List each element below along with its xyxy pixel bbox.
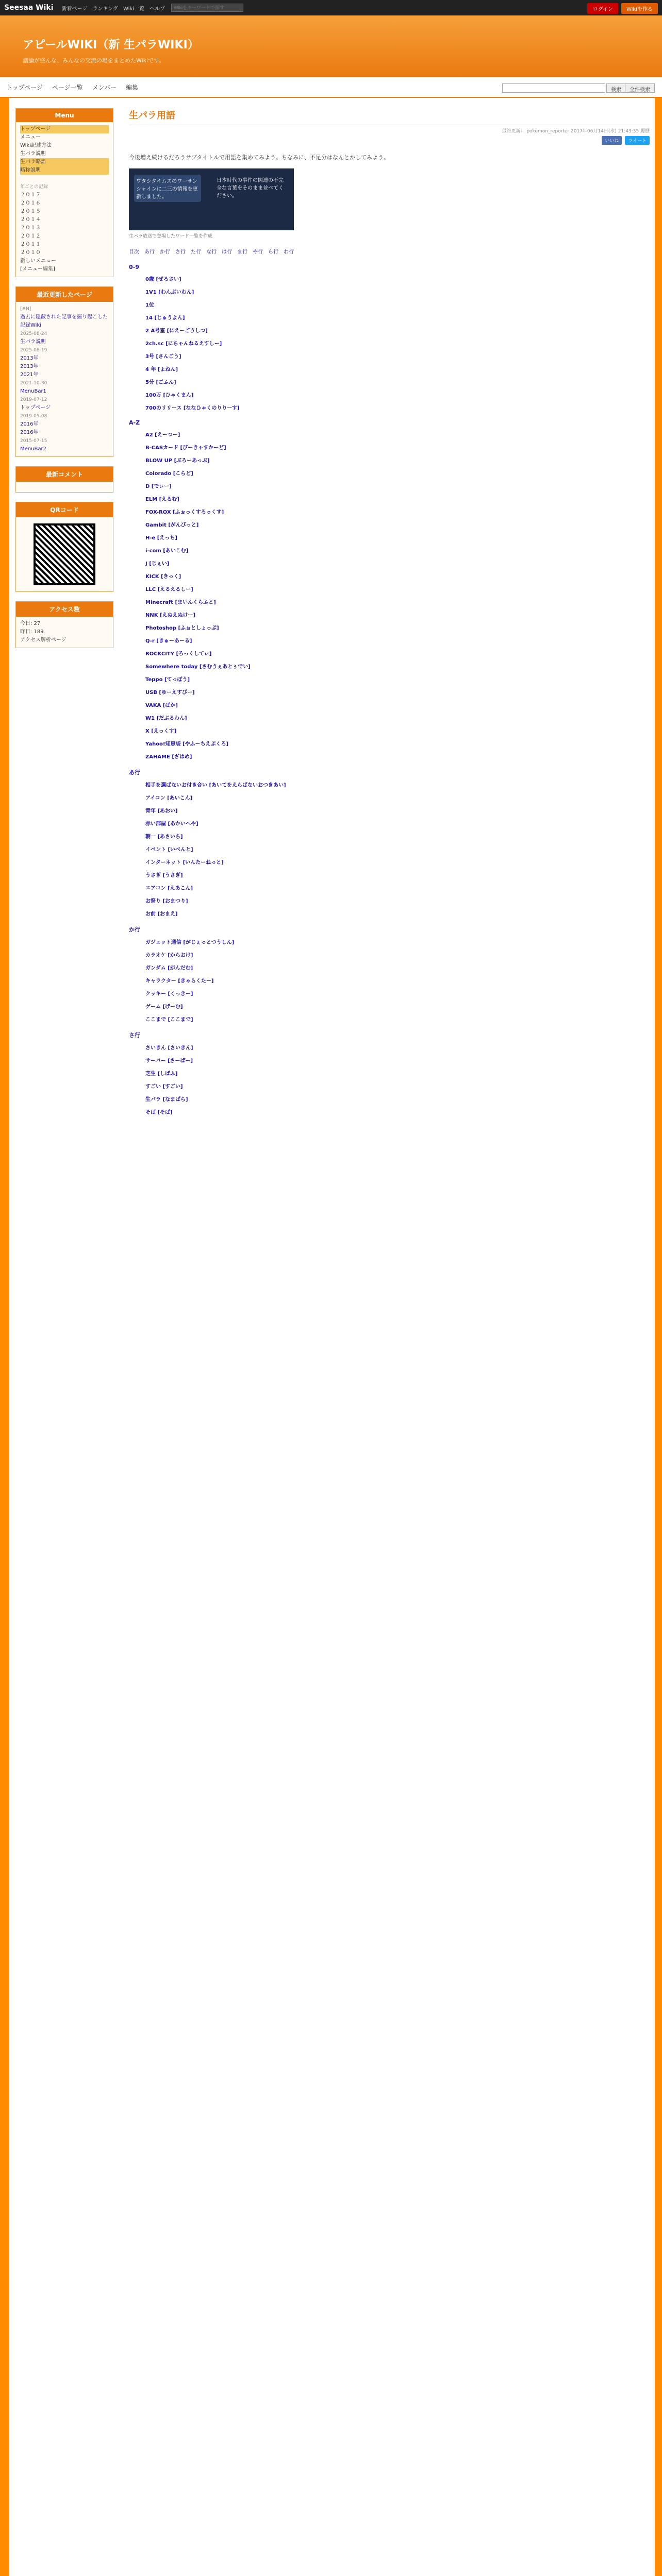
term-entry[interactable]: サーバー [さーばー]	[145, 1058, 193, 1064]
term-entry[interactable]: イベント [いべんと]	[145, 847, 193, 853]
menu-box-title: Menu	[16, 109, 113, 122]
term-entry[interactable]: i-com [あいこむ]	[145, 548, 189, 554]
access-today: 今日: 27	[20, 621, 41, 626]
term-entry[interactable]: カラオケ [からおけ]	[145, 953, 193, 958]
term-entry[interactable]: さいきん [さいきん]	[145, 1045, 193, 1051]
left-rail	[0, 77, 9, 2576]
toc-link[interactable]: 目次	[129, 249, 139, 255]
year-link[interactable]: ２０１３	[20, 225, 41, 231]
qr-box-title: QRコード	[16, 502, 113, 517]
term-entry[interactable]: ガンダム [がんだむ]	[145, 965, 193, 971]
term-entry[interactable]: Colorado [こらど]	[145, 471, 193, 477]
tweet-button[interactable]: ツイート	[625, 136, 650, 145]
term-entry[interactable]: KICK [きっく]	[145, 574, 181, 580]
toc-link[interactable]: や行	[253, 249, 263, 255]
menu-box	[15, 108, 113, 277]
term-entry[interactable]: Photoshop [ふぉとしょっぷ]	[145, 625, 219, 631]
term-entry[interactable]: 朝一 [あさいち]	[145, 834, 183, 840]
term-entry[interactable]: うさぎ [うさぎ]	[145, 873, 183, 878]
recent-box	[15, 286, 113, 457]
facebook-like-button[interactable]: いいね	[602, 136, 622, 145]
year-link[interactable]: ２０１４	[20, 217, 41, 223]
access-box	[15, 601, 113, 648]
term-entry[interactable]: USB [ゆーえすびー]	[145, 690, 195, 696]
site-subtitle: 議論が盛んな、みんなの交流の場をまとめたWikiです。	[23, 57, 165, 64]
sysnav-new[interactable]: 新着ページ	[61, 6, 88, 12]
term-entry[interactable]: 5分 [ごふん]	[145, 380, 176, 385]
term-entry[interactable]: FOX-ROX [ふぉっくすろっくす]	[145, 510, 224, 515]
term-entry[interactable]: お祭り [おまつり]	[145, 899, 188, 904]
nav-page-list[interactable]: ページ一覧	[52, 83, 83, 91]
term-entry[interactable]: ガジェット通信 [がじぇっとつうしん]	[145, 940, 235, 945]
year-link[interactable]: ２０１７	[20, 192, 41, 198]
term-list	[137, 1044, 650, 1116]
term-entry[interactable]: Minecraft [まいんくらふと]	[145, 600, 216, 605]
page-title: 生パラ用語	[129, 108, 650, 125]
qr-code	[34, 523, 95, 585]
years-title: 年ごとの記録	[20, 184, 48, 190]
term-entry[interactable]: 14 [じゅうよん]	[145, 315, 185, 321]
recent-date: 2019-05-08	[20, 414, 47, 419]
term-entry[interactable]: すごい [すごい]	[145, 1084, 183, 1090]
year-link[interactable]: ２０１０	[20, 250, 41, 256]
recent-link[interactable]: MenuBar1	[20, 388, 46, 394]
recent-date: 2021-10-30	[20, 381, 47, 386]
menu-item-short[interactable]: 略称説明	[20, 166, 109, 175]
toc-link[interactable]: ら行	[268, 249, 278, 255]
menu-item-wiki-howto[interactable]: Wiki記述方法	[20, 143, 52, 148]
intro-text: 今後増え続けるだろうサブタイトルで用語を集めてみよう。ちなみに、不足分はなんとかしてみよう。	[129, 154, 390, 161]
right-rail	[655, 77, 662, 2576]
year-link[interactable]: ２０１２	[20, 233, 41, 239]
term-entry[interactable]: 4 年 [よねん]	[145, 367, 178, 372]
term-entry[interactable]: インターネット [いんたーねっと]	[145, 860, 224, 866]
term-entry[interactable]: 3号 [さんごう]	[145, 354, 181, 360]
term-entry[interactable]: Teppo [てっぽう]	[145, 677, 190, 683]
page-navbar	[0, 77, 662, 98]
sidebar	[15, 108, 113, 657]
toc-link[interactable]: さ行	[175, 249, 186, 255]
year-link[interactable]: ２０１５	[20, 209, 41, 214]
term-list	[137, 782, 650, 918]
recent-link[interactable]: 2016年	[20, 421, 39, 427]
toc-link[interactable]: あ行	[144, 249, 155, 255]
recent-link[interactable]: 過去に隠蔽された記事を掘り起こした記録Wiki	[20, 314, 108, 328]
term-entry[interactable]: お前 [おまえ]	[145, 911, 178, 917]
menu-item-abbrev[interactable]: 生パラ略語	[20, 158, 109, 166]
menu-item-menu[interactable]: メニュー	[20, 134, 41, 140]
term-entry[interactable]: 生パラ [なまぱら]	[145, 1097, 188, 1103]
term-entry[interactable]: アイコン [あいこん]	[145, 795, 193, 801]
term-entry[interactable]: ゲーム [げーむ]	[145, 1004, 183, 1010]
term-sections	[129, 264, 650, 1116]
video-thumbnail[interactable]	[129, 168, 294, 230]
recent-date: [#N]	[20, 307, 31, 312]
term-entry[interactable]: キャラクター [きゃらくたー]	[145, 978, 214, 984]
term-entry[interactable]: 2ch.sc [にちゃんねるえすしー]	[145, 341, 222, 347]
term-entry[interactable]: X [えっくす]	[145, 728, 177, 734]
section-header[interactable]: さ行	[129, 1032, 140, 1039]
term-entry[interactable]: 100万 [ひゃくまん]	[145, 393, 194, 398]
term-entry[interactable]: ここまで [ここまで]	[145, 1017, 193, 1023]
sysnav-ranking[interactable]: ランキング	[92, 6, 119, 12]
menu-item-explain[interactable]: 生パラ説明	[20, 151, 46, 157]
nav-top-page[interactable]: トップページ	[6, 83, 43, 91]
year-link[interactable]: ２０１１	[20, 242, 41, 247]
term-entry[interactable]: ELM [えるむ]	[145, 497, 179, 502]
recent-link[interactable]: トップページ	[20, 405, 51, 411]
access-ranking-link[interactable]: アクセス解析ページ	[20, 637, 67, 643]
section-header[interactable]: A-Z	[129, 419, 140, 426]
term-entry[interactable]: BLOW UP [ぶろーあっぷ]	[145, 458, 210, 464]
term-entry[interactable]: A2 [えーつー]	[145, 432, 180, 438]
page-meta: 最終更新： pokemon_reporter 2017年06月14日(水) 21:43:35 履歴	[502, 129, 650, 134]
new-menu-link[interactable]: 新しいメニュー	[20, 258, 56, 264]
term-entry[interactable]: ROCKCITY [ろっくしてぃ]	[145, 651, 212, 657]
term-entry[interactable]: 2 A号室 [にえーごうしつ]	[145, 328, 208, 334]
term-entry[interactable]: D [でぃー]	[145, 484, 172, 489]
comments-box	[15, 466, 113, 493]
recent-link[interactable]: 2016年	[20, 430, 39, 435]
recent-date: 2019-07-12	[20, 397, 47, 402]
nav-members[interactable]: メンバー	[92, 83, 117, 91]
create-wiki-button[interactable]: Wikiを作る	[621, 3, 658, 14]
sysnav-wiki-list[interactable]: Wiki一覧	[123, 6, 145, 12]
edit-menu-link[interactable]: [メニュー編集]	[20, 266, 55, 272]
table-of-contents	[129, 248, 650, 257]
menu-item-top[interactable]: トップページ	[20, 125, 109, 133]
site-header	[0, 15, 662, 77]
sysnav-help[interactable]: ヘルプ	[150, 6, 166, 12]
term-entry[interactable]: B-CASカード [びーきゃすかーど]	[145, 445, 226, 451]
system-bar	[0, 0, 662, 15]
recent-date: 2025-08-24	[20, 331, 47, 336]
recent-box-title: 最近更新したページ	[16, 287, 113, 302]
full-search-button[interactable]: 全件検索	[625, 83, 655, 93]
term-entry[interactable]: ZAHAME [ざはめ]	[145, 754, 192, 760]
recent-link[interactable]: 2013年	[20, 355, 39, 361]
term-entry[interactable]: 青年 [あおい]	[145, 808, 178, 814]
term-entry[interactable]: Yahoo!知恵袋 [やふーちえぶくろ]	[145, 741, 229, 747]
term-entry[interactable]: エアコン [えあこん]	[145, 886, 193, 891]
recent-link[interactable]: MenuBar2	[20, 446, 46, 452]
toc-link[interactable]: は行	[222, 249, 232, 255]
term-entry[interactable]: 1V1 [わんぶいわん]	[145, 290, 194, 295]
term-entry[interactable]: H-e [えっち]	[145, 535, 177, 541]
term-entry[interactable]: 700のリリース [ななひゃくのりりーす]	[145, 405, 240, 411]
wiki-search-input[interactable]	[502, 83, 605, 93]
term-entry[interactable]: Gambit [がんびっと]	[145, 522, 199, 528]
term-entry[interactable]: そば [そば]	[145, 1110, 173, 1115]
toc-link[interactable]: ま行	[237, 249, 247, 255]
term-entry[interactable]: Q-r [きゅーあーる]	[145, 638, 192, 644]
account-buttons	[587, 3, 658, 14]
login-button[interactable]: ログイン	[587, 3, 618, 14]
video-text-left: ワタシタイムズのワーサンシャインに二三の情報を更新しました。	[134, 175, 201, 202]
term-entry[interactable]: VAKA [ばか]	[145, 703, 178, 708]
term-entry[interactable]: 1位	[145, 302, 154, 308]
toc-link[interactable]: な行	[206, 249, 217, 255]
term-list	[137, 431, 650, 761]
search-button[interactable]: 検索	[606, 83, 626, 93]
system-nav	[62, 4, 166, 12]
term-entry[interactable]: LLC [えるえるしー]	[145, 587, 193, 592]
toc-link[interactable]: た行	[191, 249, 201, 255]
term-entry[interactable]: W1 [だぶるわん]	[145, 716, 187, 721]
section-header[interactable]: 0-9	[129, 264, 139, 270]
section-header[interactable]: あ行	[129, 769, 140, 776]
term-entry[interactable]: クッキー [くっきー]	[145, 991, 193, 997]
term-list	[137, 276, 650, 412]
section-header[interactable]: か行	[129, 926, 140, 933]
recent-link[interactable]: 2013年	[20, 364, 39, 369]
main-content	[129, 108, 650, 1116]
nav-edit[interactable]: 編集	[125, 83, 138, 91]
term-entry[interactable]: J [じぇい]	[145, 561, 170, 567]
recent-link[interactable]: 2021年	[20, 372, 39, 378]
year-link[interactable]: ２０１６	[20, 200, 41, 206]
site-logo[interactable]: Seesaa Wiki	[4, 4, 54, 12]
toc-link[interactable]: か行	[160, 249, 170, 255]
term-entry[interactable]: 赤い部屋 [あかいへや]	[145, 821, 198, 827]
term-entry[interactable]: 芝生 [しばふ]	[145, 1071, 178, 1077]
recent-date: 2015-07-15	[20, 438, 47, 444]
video-text-right: 日本時代の事件の関連の不完全な言葉をそのまま並べてください。	[217, 178, 284, 199]
recent-link[interactable]: 生パラ説明	[20, 339, 46, 345]
site-title[interactable]: アピールWIKI（新 生パラWIKI）	[23, 39, 199, 52]
term-entry[interactable]: Somewhere today [さむうぇあとぅでい]	[145, 664, 251, 670]
term-entry[interactable]: 0歳 [ぜろさい]	[145, 277, 181, 282]
term-list	[137, 939, 650, 1024]
comments-box-title: 最新コメント	[16, 467, 113, 482]
access-yesterday: 昨日: 189	[20, 629, 44, 635]
access-box-title: アクセス数	[16, 602, 113, 617]
qr-box	[15, 502, 113, 592]
term-entry[interactable]: NNK [えぬえぬけー]	[145, 613, 196, 618]
term-entry[interactable]: 相手を選ばないお付き合い [あいてをえらばないおつきあい]	[145, 783, 286, 788]
share-buttons	[129, 136, 650, 145]
video-caption: 生パラ放送で登場したワード一覧を作成	[129, 234, 213, 239]
recent-date: 2025-08-19	[20, 348, 47, 353]
global-search-input[interactable]	[171, 4, 243, 12]
toc-link[interactable]: わ行	[284, 249, 294, 255]
